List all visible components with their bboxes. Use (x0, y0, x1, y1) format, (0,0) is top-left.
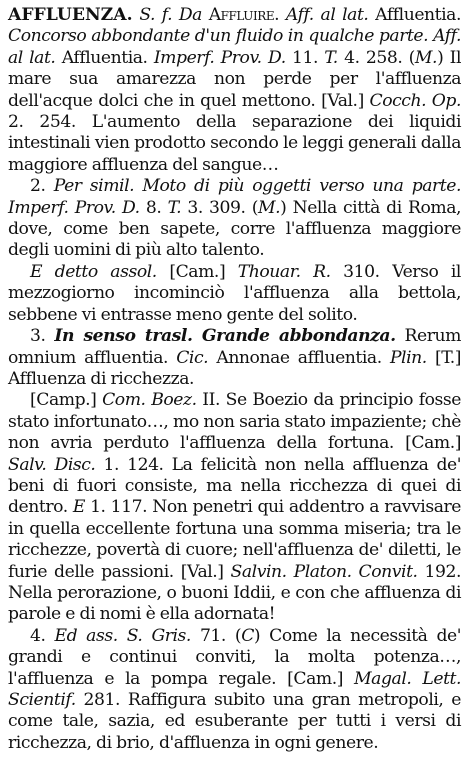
text-run: M. (257, 197, 281, 218)
text-run: 11. (285, 47, 325, 68)
text-run: 192. Nella perorazione, o buoni Iddii, e con che affluenza di parole e di nomi è ella adornata! (8, 561, 462, 625)
text-run: II. Se Boezio da principio fosse stato infortunato…, mo non saria stato impaziente; chè non avria perduto l'affluenza della fortuna. [Cam.] (8, 390, 462, 454)
text-run: AFFLUENZA. (8, 5, 133, 25)
text-run: Salv. Disc. (8, 454, 96, 475)
text-run: S. f. Da (139, 5, 209, 25)
text-run: 8. (139, 197, 168, 218)
text-run: Com. Boez. (102, 390, 197, 411)
text-run: 3. (30, 326, 55, 347)
entry-paragraph-main (8, 5, 461, 176)
entry-paragraph-absolute-use (8, 262, 461, 326)
text-run: ) Come la necessità de' grandi e continui conviti, la molta potenza…, l'affluenza e la pompa regale. [Cam.] (8, 625, 461, 689)
text-run: M. (414, 47, 438, 68)
text-run: Annonae affluentia. (208, 347, 390, 368)
text-run: 1. 117. Non penetri qui addentro a ravvisare in quella eccellente fortuna una somma miseria; tra le ricchezze, povertà di cuore; nell'affluenza de' diletti, le furie delle passioni. [Val.] (8, 497, 461, 582)
text-run: Thouar. R. (237, 261, 331, 282)
text-run: 3. 309. ( (181, 197, 258, 218)
text-run: 2. (30, 176, 54, 197)
text-run: Imperf. Prov. D. (153, 47, 286, 68)
text-run: . (274, 5, 286, 25)
text-run: Concorso abbondante d'un fluido in qualche parte. Aff. al lat. (8, 26, 461, 68)
text-run: Affluire (208, 5, 275, 25)
entry-paragraph-sense-2 (8, 176, 461, 262)
text-run: 310. Verso il mezzogiorno incominciò l'affluenza alla bettola, sebbene vi entrasse meno gente del solito. (8, 261, 461, 325)
text-run: [Camp.] (30, 390, 103, 411)
text-run: 1. 124. La felicità non nella affluenza de' beni di fuori consiste, ma nella ricchezza di quei di dentro. (8, 454, 461, 518)
text-run: ) Nella città di Roma, dove, come ben sapete, corre l'affluenza maggiore degli uomini di più alto talento. (8, 197, 462, 261)
text-run: In senso trasl. Grande abbondanza. (54, 326, 396, 347)
text-run: Affluentia. (55, 47, 154, 68)
text-run: [Cam.] (156, 261, 238, 282)
entry-paragraph-sense-3 (8, 326, 461, 390)
text-run: Plin. (389, 347, 427, 368)
entry-paragraph-citations (8, 390, 461, 625)
text-run: Rerum omnium affluentia. (8, 326, 461, 368)
text-run: [T.] Affluenza di ricchezza. (8, 347, 461, 389)
text-run: Magal. Lett. Scientif. (8, 668, 461, 710)
text-run: Cic. (176, 347, 209, 368)
text-run: Per simil. Moto di più oggetti verso una parte. Imperf. Prov. D. (8, 176, 462, 218)
text-run: E detto assol. (30, 261, 157, 282)
text-run: Aff. al lat. (285, 5, 369, 25)
text-run: ) Il mare sua amarezza non perde per l'affluenza dell'acque dolci che in quel mettono. [Val.] (8, 47, 462, 111)
text-run: T. (324, 47, 338, 68)
text-run: 2. 254. L'aumento della separazione dei liquidi intestinali vien prodotto secondo le leggi generali dalla maggiore affluenza del sangue… (8, 112, 461, 175)
text-run: Cocch. Op. (369, 90, 461, 111)
text-run: 4. 258. ( (337, 47, 415, 68)
text-run: Salvin. Platon. Convit. (230, 561, 418, 582)
text-run: 281. Raffigura subito una gran metropoli, e come tale, sazia, ed esuberante per tutti i versi di ricchezza, di brio, d'affluenza in ogni genere. (8, 690, 461, 753)
entry-paragraph-sense-4 (8, 626, 461, 754)
text-run: E (72, 497, 85, 518)
text-run: 71. ( (190, 625, 242, 646)
text-run: 4. (30, 625, 55, 646)
text-run: T. (167, 197, 182, 218)
text-run: Affluentia. (368, 5, 461, 25)
text-run: Ed ass. S. Gris. (54, 625, 191, 646)
text-run: C (241, 625, 254, 646)
